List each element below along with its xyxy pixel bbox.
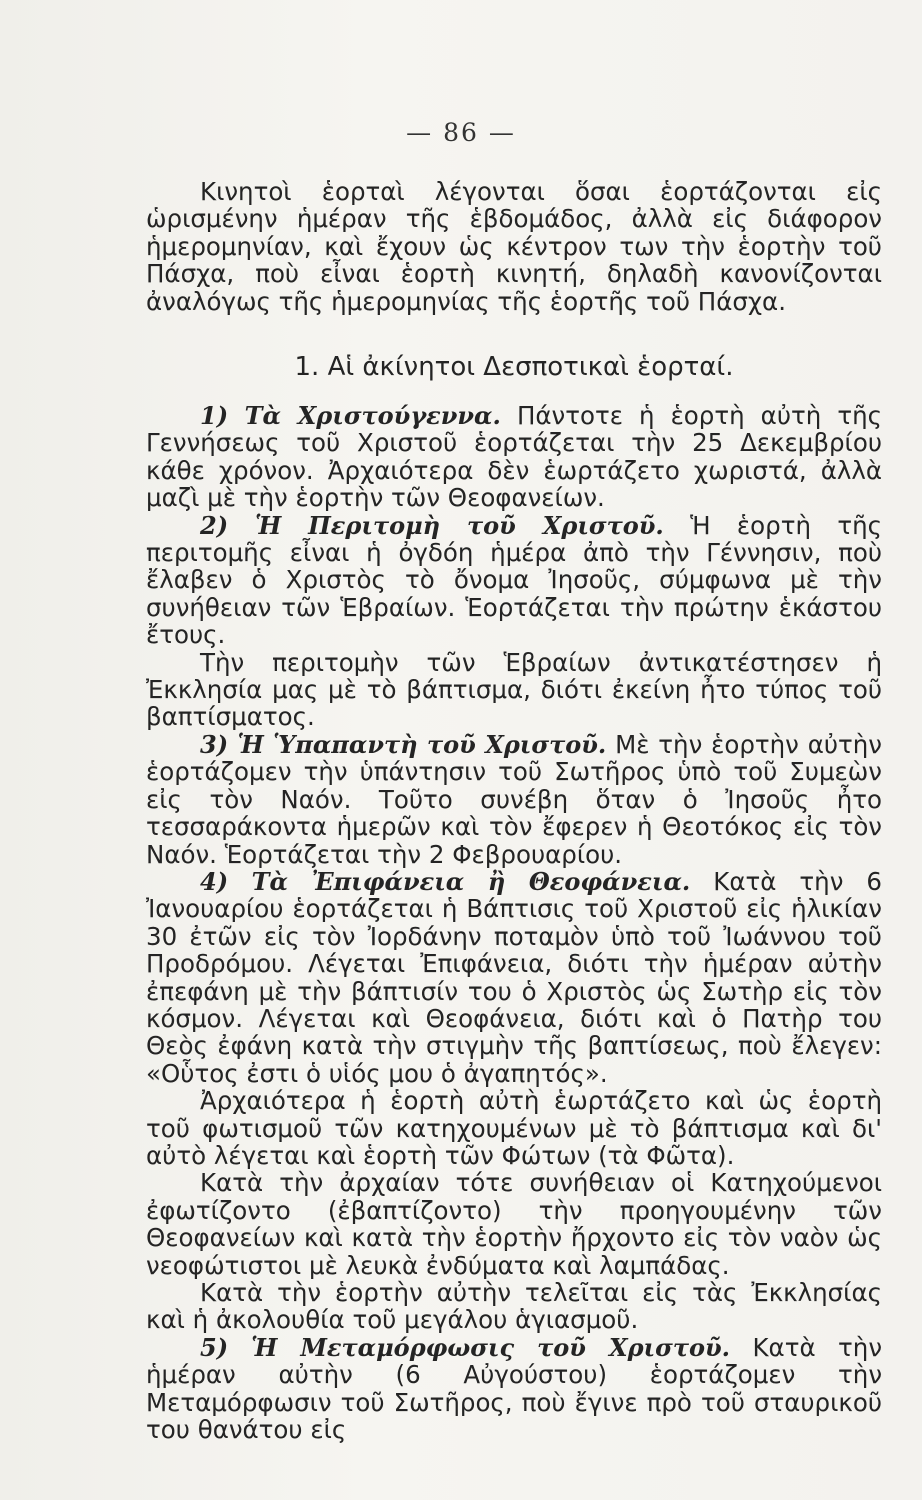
feast-text: Κατὰ τὴν 6 Ἰανουαρίου ἑορτάζεται ἡ Βάπτισις τοῦ Χριστοῦ εἰς ἡλικίαν 30 ἐτῶν εἰς τὸν Ἰορδάνην ποταμὸν ὑπὸ τοῦ Ἰωάννου τοῦ Προδρόμου. Λέγεται Ἐπιφάνεια, διότι τὴν ἡμέραν αὐτὴν ἐπεφάνη μὲ τὴν βάπτισίν του ὁ Χριστὸς ὡς Σωτὴρ εἰς τὸν κόσμον. Λέγεται καὶ Θεοφάνεια, διότι καὶ ὁ Πατὴρ του Θεὸς ἐφάνη κατὰ τὴν στιγμὴν τῆς βαπτίσεως, ποὺ ἔλεγεν: «Οὗτος ἐστι ὁ υἱός μου ὁ ἀγαπητός». [146, 866, 882, 1088]
feast-presentation [146, 731, 882, 868]
circumcision-note [146, 649, 882, 731]
section-heading: 1. Αἱ ἀκίνητοι Δεσποτικαὶ ἑορταί. [294, 352, 734, 382]
feast-title: 4) Τὰ Ἐπιφάνεια ἢ Θεοφάνεια. [200, 866, 691, 896]
feast-title: 5) Ἡ Μεταμόρφωσις τοῦ Χριστοῦ. [200, 1332, 731, 1362]
paragraph-text: Κατὰ τὴν ἑορτὴν αὐτὴν τελεῖται εἰς τὰς Ἐκκλησίας καὶ ἡ ἀκολουθία τοῦ μεγάλου ἁγιασμοῦ. [146, 1278, 882, 1335]
paragraph-text: Τὴν περιτομὴν τῶν Ἑβραίων ἀντικατέστησεν ἡ Ἐκκλησία μας μὲ τὸ βάπτισμα, διότι ἐκείνη ἦτο τύπος τοῦ βαπτίσματος. [146, 647, 882, 732]
paragraph-text: Κατὰ τὴν ἀρχαίαν τότε συνήθειαν οἱ Κατηχούμενοι ἐφωτίζοντο (ἐβαπτίζοντο) τὴν προηγουμένην τῶν Θεοφανείων καὶ κατὰ τὴν ἑορτὴν ἤρχοντο εἰς τὸν ναὸν ὡς νεοφώτιστοι μὲ λευκὰ ἐνδύματα καὶ λαμπάδας. [146, 1168, 882, 1280]
feast-title: 2) Ἡ Περιτομὴ τοῦ Χριστοῦ. [200, 510, 664, 540]
page-number: — 86 — [406, 118, 516, 147]
epiphany-note-3 [146, 1279, 882, 1334]
feast-transfiguration [146, 1334, 882, 1444]
paragraph-text: Ἀρχαιότερα ἡ ἑορτὴ αὐτὴ ἑωρτάζετο καὶ ὡς ἑορτὴ τοῦ φωτισμοῦ τῶν κατηχουμένων μὲ τὸ βάπτισμα καὶ δι' αὐτὸ λέγεται καὶ ἑορτὴ τῶν Φώτων (τὰ Φῶτα). [146, 1086, 882, 1170]
feast-epiphany [146, 868, 882, 1087]
feast-text: Μὲ τὴν ἑορτὴν αὐτὴν ἑορτάζομεν τὴν ὑπάντησιν τοῦ Σωτῆρος ὑπὸ τοῦ Συμεὼν εἰς τὸν Ναόν. Τοῦτο συνέβη ὅταν ὁ Ἰησοῦς ἦτο τεσσαράκοντα ἡμερῶν καὶ τὸν ἔφερεν ἡ Θεοτόκος εἰς τὸν Ναόν. Ἑορτάζεται τὴν 2 Φεβρουαρίου. [146, 729, 882, 869]
feast-text: Κατὰ τὴν ἡμέραν αὐτὴν (6 Αὐγούστου) ἑορτάζομεν τὴν Μεταμόρφωσιν τοῦ Σωτῆρος, ποὺ ἔγινε πρὸ τοῦ σταυρικοῦ του θανάτου εἰς [146, 1332, 882, 1445]
feast-title: 3) Ἡ Ὑπαπαντὴ τοῦ Χριστοῦ. [200, 729, 607, 759]
epiphany-note-1 [146, 1087, 882, 1169]
intro-paragraph [146, 178, 882, 315]
feast-sections [146, 402, 882, 1443]
epiphany-note-2 [146, 1169, 882, 1279]
feast-christmas [146, 402, 882, 512]
feast-title: 1) Τὰ Χριστούγεννα. [200, 401, 501, 430]
feast-text: Ἡ ἑορτὴ τῆς περιτομῆς εἶναι ἡ ὀγδόη ἡμέρα ἀπὸ τὴν Γέννησιν, ποὺ ἔλαβεν ὁ Χριστὸς τὸ ὄνομα Ἰησοῦς, σύμφωνα μὲ τὴν συνήθειαν τῶν Ἑβραίων. Ἑορτάζεται τὴν πρώτην ἑκάστου ἔτους. [146, 510, 882, 650]
feast-text: Πάντοτε ἡ ἑορτὴ αὐτὴ τῆς Γεννήσεως τοῦ Χριστοῦ ἑορτάζεται τὴν 25 Δεκεμβρίου κάθε χρόνον. Ἀρχαιότερα δὲν ἑωρτάζετο χωριστά, ἀλλὰ μαζὶ μὲ τὴν ἑορτὴν τῶν Θεοφανείων. [146, 401, 882, 513]
feast-circumcision [146, 512, 882, 649]
intro-text: Κινητοὶ ἑορταὶ λέγονται ὅσαι ἑορτάζονται εἰς ὡρισμένην ἡμέραν τῆς ἑβδομάδος, ἀλλὰ εἰς διάφορον ἡμερομηνίαν, καὶ ἔχουν ὡς κέντρον των τὴν ἑορτὴν τοῦ Πάσχα, ποὺ εἶναι ἑορτὴ κινητή, δηλαδὴ κανονίζονται ἀναλόγως τῆς ἡμερομηνίας τῆς ἑορτῆς τοῦ Πάσχα. [146, 177, 882, 316]
